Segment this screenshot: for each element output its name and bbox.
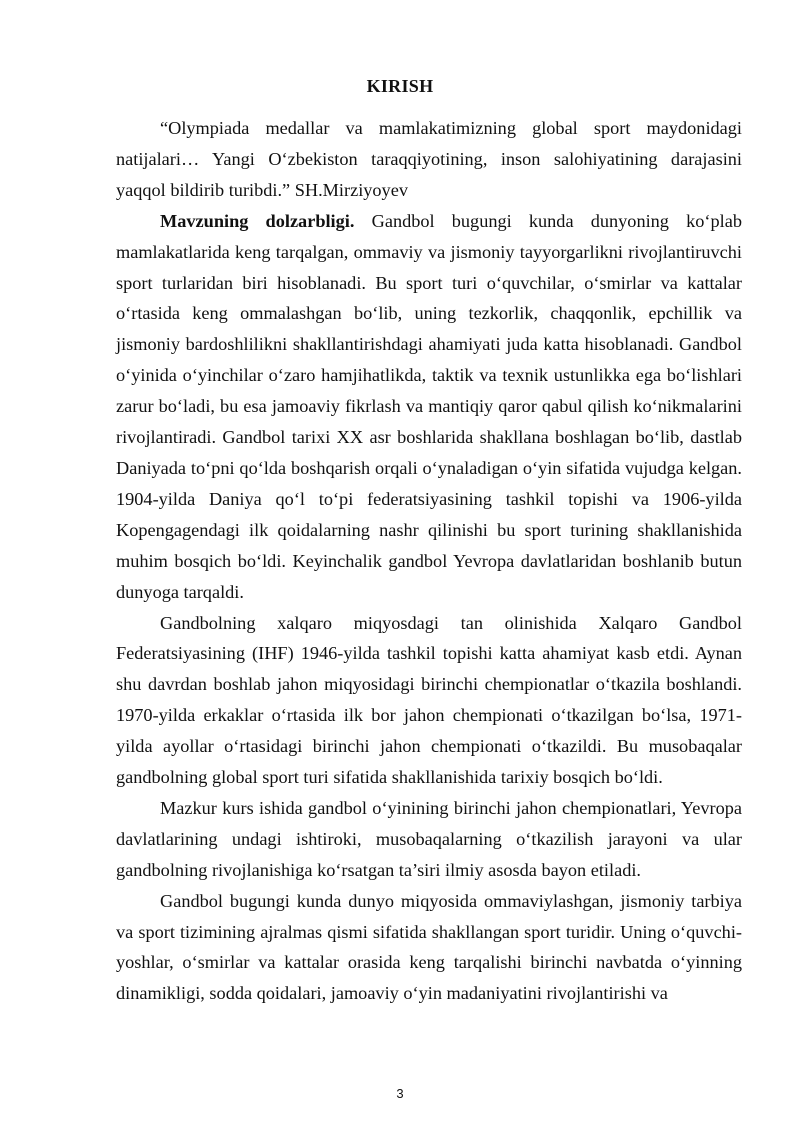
- document-body: [116, 113, 742, 1009]
- page-title: KIRISH: [366, 76, 434, 96]
- paragraph-relevance: [116, 206, 742, 608]
- paragraph-handball-today: Gandbol bugungi kunda dunyo miqyosida ommaviylashgan, jismoniy tarbiya va sport tizimining ajralmas qismi sifatida shakllangan sport turidir. Uning o‘quvchi-yoshlar, o‘smirlar va kattalar orasida keng tarqalishi birinchi navbatda o‘yinning dinamikligi, sodda qoidalari, jamoaviy o‘yin madaniyatini rivojlantirishi va: [116, 890, 742, 1004]
- epigraph-quote: “Olympiada medallar va mamlakatimizning global sport maydonidagi natijalari… Yangi O‘zbekiston taraqqiyotining, inson salohiyatining darajasini yaqqol bildirib turibdi.” SH.Mirziyoyev: [116, 118, 742, 200]
- relevance-heading: Mavzuning dolzarbligi.: [160, 210, 355, 231]
- paragraph-ihf: Gandbolning xalqaro miqyosdagi tan olinishida Xalqaro Gandbol Federatsiyasining (IHF) 1946-yilda tashkil topishi katta ahamiyat kasb etdi. Aynan shu davrdan boshlab jahon miqyosidagi birinchi chempionatlar o‘tkazila boshlandi. 1970-yilda erkaklar o‘rtasida ilk bor jahon chempionati o‘tkazilgan bo‘lsa, 1971-yilda ayollar o‘rtasidagi birinchi jahon chempionati o‘tkazildi. Bu musobaqalar gandbolning global sport turi sifatida shakllanishida tarixiy bosqich bo‘ldi.: [116, 612, 742, 788]
- page-number: 3: [396, 1086, 404, 1101]
- relevance-text: Gandbol bugungi kunda dunyoning ko‘plab mamlakatlarida keng tarqalgan, ommaviy va jismoniy tayyorgarlikni rivojlantiruvchi sport turlaridan biri hisoblanadi. Bu sport turi o‘quvchilar, o‘smirlar va kattalar o‘rtasida keng ommalashgan bo‘lib, uning tezkorlik, chaqqonlik, epchillik va jismoniy bardoshlilikni shakllantirishdagi ahamiyati juda katta hisoblanadi. Gandbol o‘yinida o‘yinchilar o‘zaro hamjihatlikda, taktik va texnik ustunlikka ega bo‘lishlari zarur bo‘ladi, bu esa jamoaviy fikrlash va mantiqiy qaror qabul qilish ko‘nikmalarini rivojlantiradi. Gandbol tarixi XX asr boshlarida shakllana boshlagan bo‘lib, dastlab Daniyada to‘pni qo‘lda boshqarish orqali o‘ynaladigan o‘yin sifatida vujudga kelgan. 1904-yilda Daniya qo‘l to‘pi federatsiyasining tashkil topishi va 1906-yilda Kopengagendagi ilk qoidalarning nashr qilinishi bu sport turining shakllanishida muhim bosqich bo‘ldi. Keyinchalik gandbol Yevropa davlatlaridan boshlanib butun dunyoga tarqaldi.: [116, 210, 742, 602]
- paragraph-course-work: Mazkur kurs ishida gandbol o‘yinining birinchi jahon chempionatlari, Yevropa davlatlarining undagi ishtiroki, musobaqalarning o‘tkazilish jarayoni va ular gandbolning rivojlanishiga ko‘rsatgan ta’siri ilmiy asosda bayon etiladi.: [116, 797, 742, 880]
